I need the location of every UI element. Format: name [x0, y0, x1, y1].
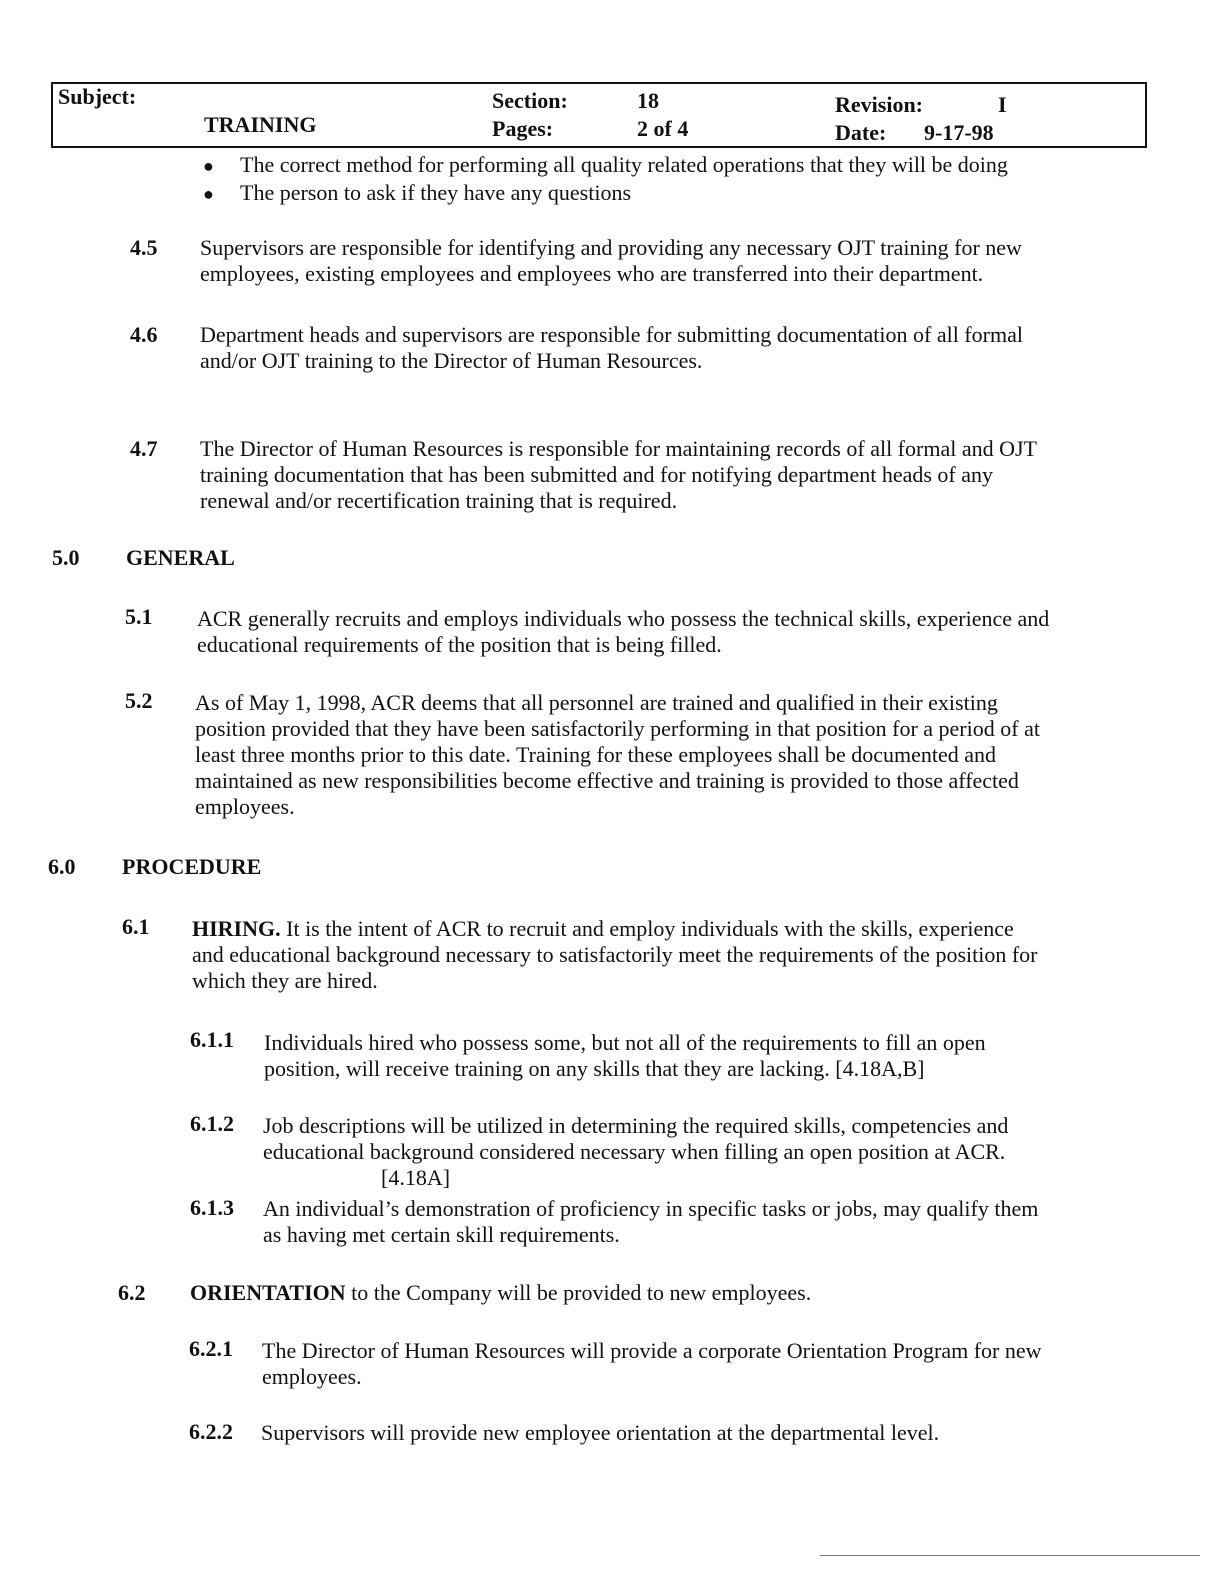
- revision-value: I: [998, 92, 1007, 117]
- section-title: GENERAL: [126, 545, 235, 570]
- item-text: Supervisors are responsible for identifying and providing any necessary OJT training for new employees, existing employees and employees who are transferred into their department.: [200, 235, 1022, 286]
- item-number: 6.2: [118, 1280, 146, 1305]
- subject-label: Subject:: [58, 84, 137, 109]
- item-number: 6.1: [122, 914, 150, 939]
- date-value: 9-17-98: [924, 120, 994, 145]
- section-value: 18: [637, 88, 659, 113]
- bullet-icon: ●: [203, 184, 214, 204]
- revision-label: Revision:: [835, 92, 923, 117]
- section-title: PROCEDURE: [122, 854, 262, 879]
- item-number: 4.7: [130, 436, 158, 461]
- item-number: 5.2: [125, 688, 153, 713]
- item-text: As of May 1, 1998, ACR deems that all personnel are trained and qualified in their existing position provided that they have been satisfactorily performing in that position for a period of at least three months prior to this date. Training for these employees shall be documented and maintained as new responsibilities become effective and training is provided to those affected employees.: [195, 690, 1040, 819]
- subject-value: TRAINING: [204, 112, 317, 137]
- date-label: Date:: [835, 120, 887, 145]
- bullet-icon: ●: [203, 156, 214, 176]
- item-lead: ORIENTATION: [190, 1280, 346, 1305]
- item-text: Department heads and supervisors are responsible for submitting documentation of all formal and/or OJT training to the Director of Human Resources.: [200, 322, 1023, 373]
- subitem-number: 6.2.1: [189, 1336, 233, 1361]
- subitem-number: 6.1.1: [190, 1027, 234, 1052]
- section-number: 5.0: [52, 545, 80, 570]
- subitem-text: The Director of Human Resources will provide a corporate Orientation Program for new employees.: [262, 1338, 1042, 1389]
- subitem-number: 6.2.2: [189, 1419, 233, 1444]
- subitem-text: Job descriptions will be utilized in determining the required skills, competencies and educational background considered necessary when filling an open position at ACR. [4.18A]: [263, 1113, 1009, 1190]
- subitem-text: An individual’s demonstration of proficiency in specific tasks or jobs, may qualify them as having met certain skill requirements.: [263, 1196, 1039, 1247]
- section-number: 6.0: [48, 854, 76, 879]
- item-number: 5.1: [125, 604, 153, 629]
- bullet-item: The correct method for performing all quality related operations that they will be doing: [240, 152, 1008, 177]
- item-text: ACR generally recruits and employs individuals who possess the technical skills, experience and educational requirements of the position that is being filled.: [197, 606, 1050, 657]
- item-number: 4.5: [130, 235, 158, 260]
- pages-label: Pages:: [492, 116, 554, 141]
- pages-value: 2 of 4: [637, 116, 689, 141]
- item-number: 4.6: [130, 322, 158, 347]
- subitem-text: Supervisors will provide new employee orientation at the departmental level.: [261, 1420, 940, 1445]
- subitem-text: Individuals hired who possess some, but not all of the requirements to fill an open position, will receive training on any skills that they are lacking. [4.18A,B]: [264, 1030, 986, 1081]
- item-text: ORIENTATION to the Company will be provided to new employees.: [190, 1280, 812, 1305]
- subitem-number: 6.1.3: [190, 1195, 234, 1220]
- item-text: The Director of Human Resources is responsible for maintaining records of all formal and OJT training documentation that has been submitted and for notifying department heads of any renewal and/or recertification training that is required.: [200, 436, 1037, 513]
- section-label: Section:: [492, 88, 568, 113]
- footer-rule: [820, 1555, 1200, 1556]
- item-lead: HIRING.: [192, 916, 281, 941]
- subitem-number: 6.1.2: [190, 1111, 234, 1136]
- item-text: HIRING. It is the intent of ACR to recruit and employ individuals with the skills, experience and educational background necessary to satisfactorily meet the requirements of the position for which they are hired.: [192, 916, 1038, 993]
- bullet-item: The person to ask if they have any questions: [240, 180, 632, 205]
